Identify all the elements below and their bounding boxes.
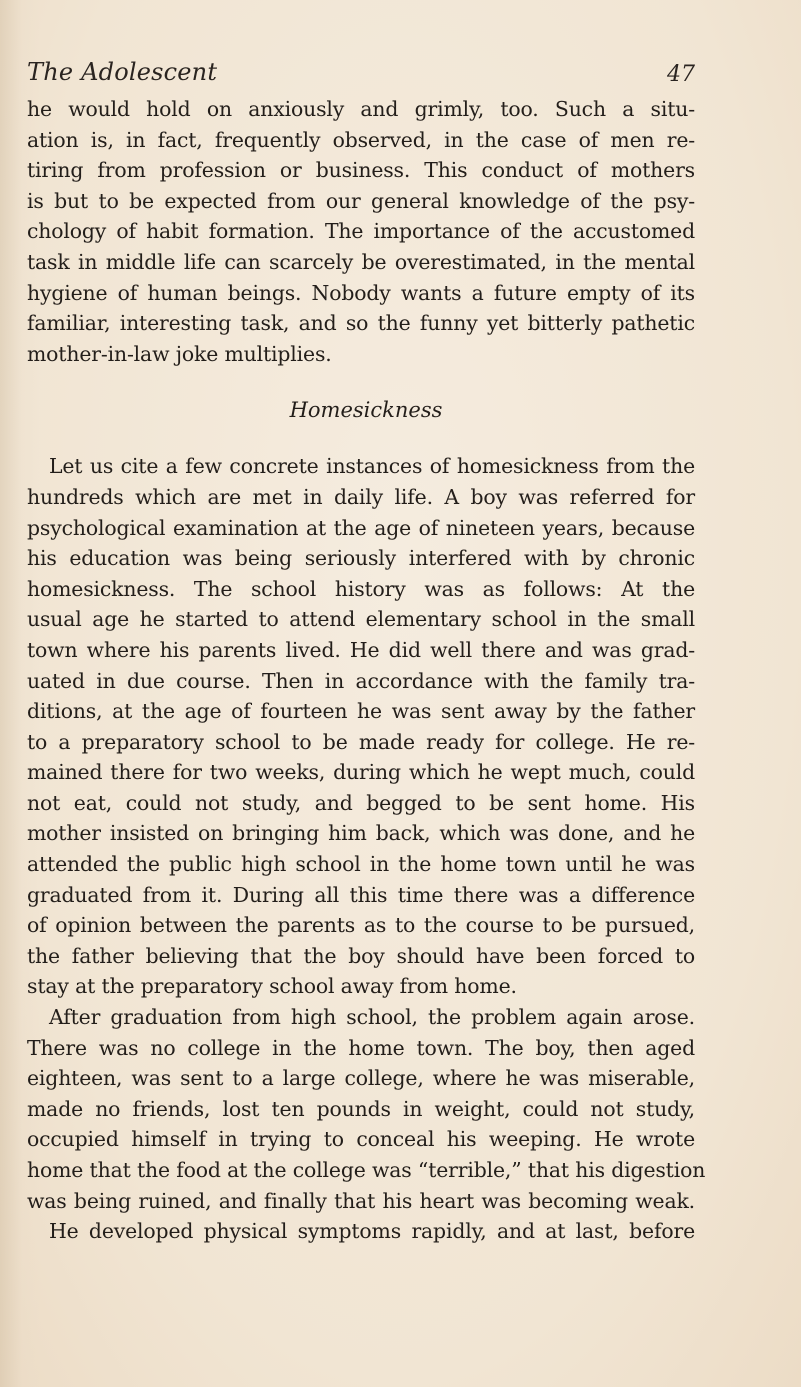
text-line: After graduation from high school, the problem again arose.: [49, 1005, 695, 1030]
text-line: attended the public high school in the home town until he was: [27, 852, 695, 877]
text-line: chology of habit formation. The importance of the accustomed: [27, 219, 695, 244]
text-line: is but to be expected from our general knowledge of the psy-: [27, 188, 695, 213]
text-line: mained there for two weeks, during which he wept much, could: [27, 760, 695, 785]
text-line: uated in due course. Then in accordance with the family tra-: [27, 668, 695, 693]
text-line: He developed physical symptoms rapidly, and at last, before: [49, 1219, 695, 1244]
text-line: ation is, in fact, frequently observed, in the case of men re-: [27, 127, 695, 152]
section-heading: Homesickness: [289, 398, 443, 423]
text-line: mother-in-law joke multiplies.: [27, 341, 332, 366]
text-line: town where his parents lived. He did well there and was grad-: [27, 637, 695, 662]
text-line: hundreds which are met in daily life. A boy was referred for: [27, 484, 695, 509]
text-line: home that the food at the college was “terrible,” that his digestion: [27, 1158, 706, 1182]
text-line: was being ruined, and finally that his heart was becoming weak.: [27, 1188, 695, 1213]
text-line: tiring from profession or business. This conduct of mothers: [27, 158, 695, 183]
body-text: [27, 94, 706, 1247]
running-head: [27, 58, 695, 92]
text-line: psychological examination at the age of nineteen years, because: [27, 515, 695, 540]
text-line: ditions, at the age of fourteen he was sent away by the father: [27, 699, 695, 724]
running-title: The Adolescent: [27, 58, 218, 86]
paragraph: [27, 451, 695, 1002]
text-line: stay at the preparatory school away from home.: [27, 974, 517, 999]
text-line: familiar, interesting task, and so the funny yet bitterly pathetic: [27, 311, 695, 336]
text-line: There was no college in the home town. The boy, then aged: [27, 1035, 695, 1060]
paragraph: [27, 1002, 706, 1247]
text-line: graduated from it. During all this time there was a difference: [27, 882, 695, 907]
text-line: mother insisted on bringing him back, which was done, and he: [27, 821, 695, 846]
text-line: made no friends, lost ten pounds in weight, could not study,: [27, 1096, 695, 1121]
text-line: homesickness. The school history was as follows: At the: [27, 576, 695, 601]
text-line: Let us cite a few concrete instances of homesickness from the: [49, 454, 695, 479]
text-line: usual age he started to attend elementary school in the small: [27, 607, 695, 632]
text-line: he would hold on anxiously and grimly, too. Such a situ-: [27, 97, 695, 121]
text-line: his education was being seriously interfered with by chronic: [27, 546, 695, 571]
text-line: the father believing that the boy should have been forced to: [27, 943, 695, 968]
text-line: of opinion between the parents as to the course to be pursued,: [27, 913, 695, 938]
text-line: eighteen, was sent to a large college, where he was miserable,: [27, 1066, 695, 1091]
paragraph: [27, 94, 695, 369]
text-line: to a preparatory school to be made ready for college. He re-: [27, 729, 695, 754]
text-line: task in middle life can scarcely be overestimated, in the mental: [27, 249, 695, 274]
text-line: not eat, could not study, and begged to be sent home. His: [27, 790, 695, 815]
text-line: hygiene of human beings. Nobody wants a future empty of its: [27, 280, 695, 305]
text-line: occupied himself in trying to conceal his weeping. He wrote: [27, 1127, 695, 1152]
page-number: 47: [667, 62, 695, 87]
